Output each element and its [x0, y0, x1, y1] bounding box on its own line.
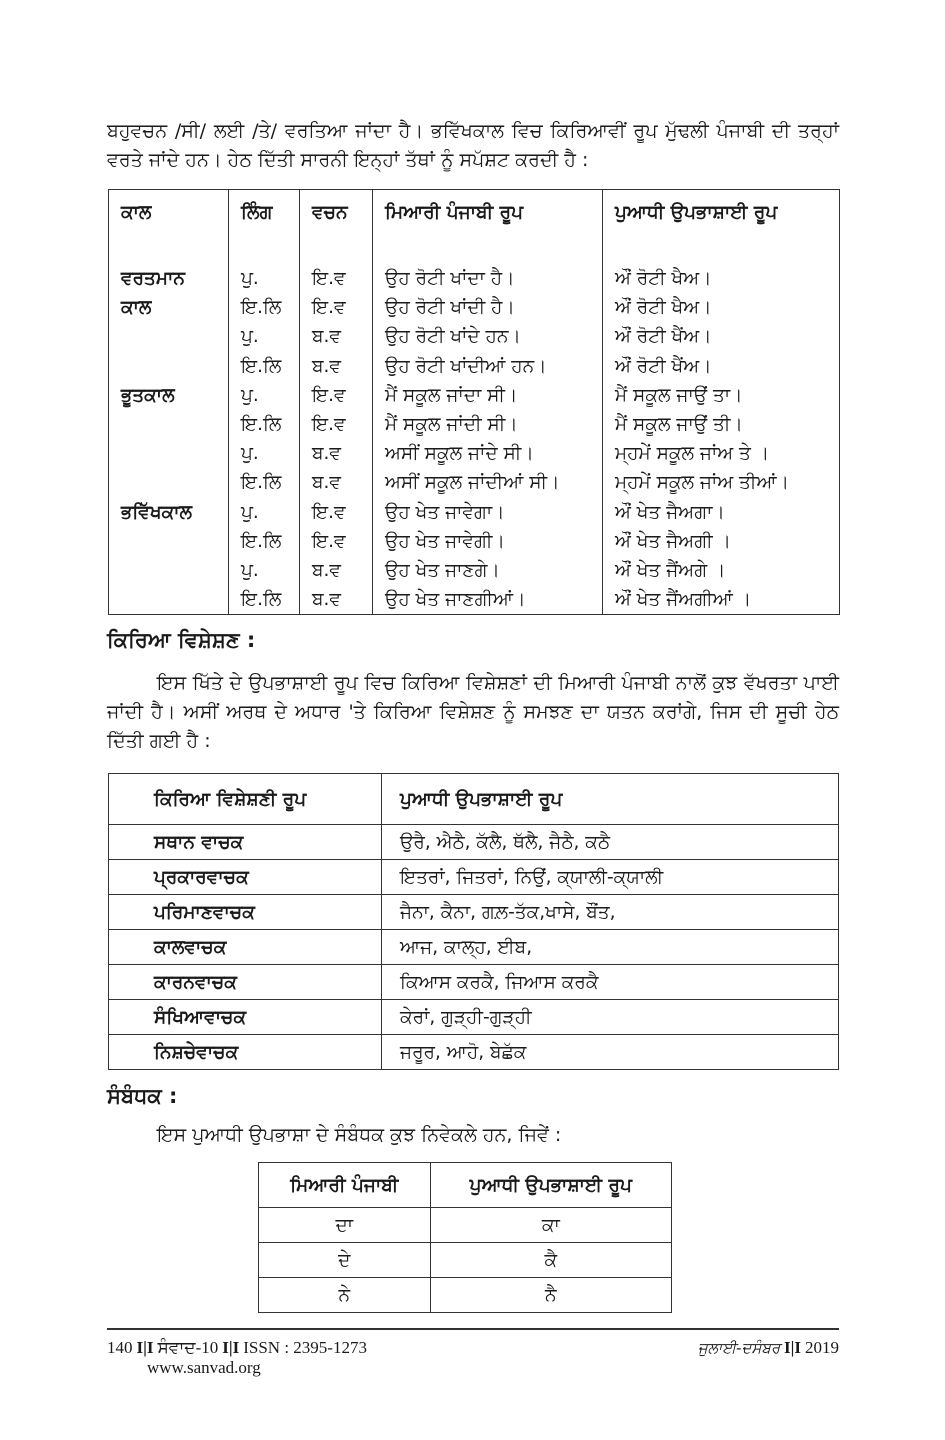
table-cell: ਪੁ. [229, 322, 300, 351]
table-row [109, 322, 840, 351]
table-cell: ਕਾਰਨਵਾਚਕ [109, 965, 382, 1000]
table-cell [109, 439, 229, 468]
table-cell: ਮੈਂ ਸਕੂਲ ਜਾਂਦਾ ਸੀ। [373, 381, 603, 410]
table-cell: ਦੇ [259, 1243, 431, 1278]
table-cell: ਪਰਿਮਾਣਵਾਚਕ [109, 895, 382, 930]
table-cell: ਭੂਤਕਾਲ [109, 381, 229, 410]
publication-year: 2019 [805, 1338, 839, 1357]
table-header-row [109, 190, 840, 251]
header-cell: ਪੁਆਧੀ ਉਪਭਾਸ਼ਾਈ ਰੂਪ [430, 1163, 671, 1208]
table-row [109, 965, 839, 1000]
spacer-cell [109, 250, 229, 264]
table-cell: ਉਹ ਖੇਤ ਜਾਵੇਗੀ। [373, 527, 603, 556]
table-cell: ਇ.ਲਿ [229, 352, 300, 381]
table-row [109, 293, 840, 322]
journal-name: ਸੰਵਾਦ-10 [157, 1338, 219, 1357]
header-cell: ਮਿਆਰੀ ਪੰਜਾਬੀ ਰੂਪ [373, 190, 603, 251]
spacer-cell [229, 250, 300, 264]
verb-forms-table [108, 189, 840, 615]
table-cell: ਕਾਲਵਾਚਕ [109, 930, 382, 965]
table-cell: ਔਂ ਖੇਤ ਜੈਅਗਾ। [603, 498, 840, 527]
table-cell: ਬ.ਵ [300, 468, 373, 497]
table-cell: ਵਰਤਮਾਨ [109, 264, 229, 293]
table-cell: ਔਂ ਖੇਤ ਜੈਂਅਗੀਆਂ । [603, 585, 840, 615]
table-cell: ਬ.ਵ [300, 352, 373, 381]
table-cell: ਕਿਆਸ ਕਰਕੈ, ਜਿਆਸ ਕਰਕੈ [382, 965, 839, 1000]
table-cell: ਦਾ [259, 1208, 431, 1243]
table-row [109, 860, 839, 895]
table-cell [109, 322, 229, 351]
table-row [109, 439, 840, 468]
table-cell [109, 468, 229, 497]
spacer-cell [300, 250, 373, 264]
table-cell: ਇ.ਵ [300, 498, 373, 527]
table-row [109, 556, 840, 585]
relation-paragraph: ਇਸ ਪੁਆਧੀ ਉਪਭਾਸ਼ਾ ਦੇ ਸੰਬੰਧਕ ਕੁਝ ਨਿਵੇਕਲੇ ਹਨ, ਜਿਵੇਂ : [157, 1124, 562, 1146]
table-cell: ਔਂ ਰੋਟੀ ਖੈਅ। [603, 264, 840, 293]
table-cell: ਇ.ਲਿ [229, 293, 300, 322]
header-cell: ਕਾਲ [109, 190, 229, 251]
table-row [109, 1035, 839, 1070]
table-cell: ਮ੍ਹਮੇਂ ਸਕੂਲ ਜਾਂਅ ਤੇ । [603, 439, 840, 468]
table-cell: ਇ.ਵ [300, 264, 373, 293]
adverb-table [108, 773, 839, 1070]
header-cell: ਪੁਆਧੀ ਉਪਭਾਸ਼ਾਈ ਰੂਪ [382, 774, 839, 825]
footer-rule [107, 1328, 839, 1330]
table-cell: ਬ.ਵ [300, 556, 373, 585]
table-cell: ਬ.ਵ [300, 585, 373, 615]
table-header-row [109, 774, 839, 825]
table-cell: ਕੇਰਾਂ, ਗੁੜ੍ਹੀ-ਗੁੜ੍ਹੀ [382, 1000, 839, 1035]
table-cell: ਪੁ. [229, 264, 300, 293]
table-cell: ਅਸੀਂ ਸਕੂਲ ਜਾਂਦੇ ਸੀ। [373, 439, 603, 468]
table-header-row [259, 1163, 672, 1208]
table-cell: ਅਸੀਂ ਸਕੂਲ ਜਾਂਦੀਆਂ ਸੀ। [373, 468, 603, 497]
table-row [109, 585, 840, 615]
spacer-cell [373, 250, 603, 264]
spacer-row [109, 250, 840, 264]
table-row [109, 895, 839, 930]
table-row [109, 381, 840, 410]
table-cell [109, 527, 229, 556]
table-cell: ਬ.ਵ [300, 439, 373, 468]
table-cell: ਔਂ ਖੇਤ ਜੈਂਅਗੇ । [603, 556, 840, 585]
table-cell: ਔਂ ਖੇਤ ਜੈਅਗੀ । [603, 527, 840, 556]
table-cell: ਸਥਾਨ ਵਾਚਕ [109, 825, 382, 860]
table-cell: ਉਹ ਖੇਤ ਜਾਣਗੇ। [373, 556, 603, 585]
table-cell: ਔਂ ਰੋਟੀ ਖੈਂਅ। [603, 352, 840, 381]
table-row [109, 264, 840, 293]
publication-period: ਜੁਲਾਈ-ਦਸੰਬਰ [697, 1339, 781, 1357]
table-cell: ਪੁ. [229, 381, 300, 410]
header-cell: ਮਿਆਰੀ ਪੰਜਾਬੀ [259, 1163, 431, 1208]
table-cell: ਇ.ਵ [300, 527, 373, 556]
table-row [109, 1000, 839, 1035]
table-cell: ਪ੍ਰਕਾਰਵਾਚਕ [109, 860, 382, 895]
table-cell [109, 556, 229, 585]
footer-left [107, 1338, 367, 1378]
table-cell: ਔਂ ਰੋਟੀ ਖੈਂਅ। [603, 322, 840, 351]
table-cell: ਉਹ ਰੋਟੀ ਖਾਂਦੀਆਂ ਹਨ। [373, 352, 603, 381]
table-cell: ਕੈ [430, 1243, 671, 1278]
table-row [109, 498, 840, 527]
table-cell: ਆਜ, ਕਾਲ੍ਹ, ਈਬ, [382, 930, 839, 965]
header-cell: ਪੁਆਧੀ ਉਪਭਾਸ਼ਾਈ ਰੂਪ [603, 190, 840, 251]
table-cell: ਇ.ਲਿ [229, 585, 300, 615]
table-row [109, 527, 840, 556]
spacer-cell [603, 250, 840, 264]
table-cell: ਨਿਸ਼ਚੇਵਾਚਕ [109, 1035, 382, 1070]
website: www.sanvad.org [147, 1358, 261, 1377]
table-cell: ਭਵਿੱਖਕਾਲ [109, 498, 229, 527]
table-cell [109, 352, 229, 381]
header-cell: ਵਚਨ [300, 190, 373, 251]
table-cell: ਮ੍ਹਮੇਂ ਸਕੂਲ ਜਾਂਅ ਤੀਆਂ। [603, 468, 840, 497]
table-row [109, 352, 840, 381]
page-number: 140 [107, 1338, 133, 1357]
table-row [259, 1278, 672, 1313]
header-cell: ਲਿੰਗ [229, 190, 300, 251]
table-cell: ਮੈਂ ਸਕੂਲ ਜਾਉਂ ਤੀ। [603, 410, 840, 439]
footer-separator: I|I [222, 1338, 240, 1357]
table-cell: ਉਹ ਖੇਤ ਜਾਣਗੀਆਂ। [373, 585, 603, 615]
footer-separator: I|I [136, 1338, 154, 1357]
table-cell: ਇ.ਲਿ [229, 527, 300, 556]
table-cell: ਮੈਂ ਸਕੂਲ ਜਾਉਂ ਤਾ। [603, 381, 840, 410]
table-cell: ਇ.ਵ [300, 410, 373, 439]
table-row [109, 468, 840, 497]
table-cell: ਨੈ [430, 1278, 671, 1313]
table-row [109, 825, 839, 860]
table-cell: ਬ.ਵ [300, 322, 373, 351]
table-row [109, 410, 840, 439]
table-cell: ਕਾ [430, 1208, 671, 1243]
table-cell: ਮੈਂ ਸਕੂਲ ਜਾਂਦੀ ਸੀ। [373, 410, 603, 439]
table-cell [109, 410, 229, 439]
table-cell: ਇ.ਲਿ [229, 410, 300, 439]
table-cell: ਜਰੂਰ, ਆਹੋ, ਬੇਛੱਕ [382, 1035, 839, 1070]
table-cell: ਪੁ. [229, 498, 300, 527]
table-cell: ਉਹ ਰੋਟੀ ਖਾਂਦਾ ਹੈ। [373, 264, 603, 293]
table-cell: ਇਤਰਾਂ, ਜਿਤਰਾਂ, ਨਿਉਂ, ਕ੍ਯਾਲੀ-ਕ੍ਯਾਲੀ [382, 860, 839, 895]
header-cell: ਕਿਰਿਆ ਵਿਸ਼ੇਸ਼ਣੀ ਰੂਪ [109, 774, 382, 825]
table-cell: ਜੈਨਾ, ਕੈਨਾ, ਗਲ਼-ਤੱਕ,ਖਾਸੇ, ਬੌਂਤ, [382, 895, 839, 930]
adverb-paragraph: ਇਸ ਖਿੱਤੇ ਦੇ ਉਪਭਾਸ਼ਾਈ ਰੂਪ ਵਿਚ ਕਿਰਿਆ ਵਿਸ਼ੇਸ਼ਣਾਂ ਦੀ ਮਿਆਰੀ ਪੰਜਾਬੀ ਨਾਲੋਂ ਕੁਝ ਵੱਖਰਤਾ ਪਾਈ ਜਾਂਦੀ ਹੈ। ਅਸੀਂ ਅਰਥ ਦੇ ਅਧਾਰ 'ਤੇ ਕਿਰਿਆ ਵਿਸ਼ੇਸ਼ਣ ਨੂੰ ਸਮਝਣ ਦਾ ਯਤਨ ਕਰਾਂਗੇ, ਜਿਸ ਦੀ ਸੂਚੀ ਹੇਠ ਦਿੱਤੀ ਗਈ ਹੈ : [107, 672, 839, 752]
footer-separator: I|I [784, 1338, 801, 1357]
table-cell: ਉਹ ਖੇਤ ਜਾਵੇਗਾ। [373, 498, 603, 527]
issn: ISSN : 2395-1273 [243, 1338, 367, 1357]
table-cell [109, 585, 229, 615]
table-cell: ਇ.ਵ [300, 381, 373, 410]
footer-right [698, 1338, 839, 1358]
table-cell: ਸੰਖਿਆਵਾਚਕ [109, 1000, 382, 1035]
adverb-heading: ਕਿਰਿਆ ਵਿਸ਼ੇਸ਼ਣ : [107, 628, 256, 652]
table-row [109, 930, 839, 965]
table-cell: ਨੇ [259, 1278, 431, 1313]
table-row [259, 1243, 672, 1278]
table-cell: ਇ.ਲਿ [229, 468, 300, 497]
relation-heading: ਸੰਬੰਧਕ : [107, 1084, 178, 1108]
table-cell: ਔਂ ਰੋਟੀ ਖੈਅ। [603, 293, 840, 322]
table-cell: ਪੁ. [229, 556, 300, 585]
table-cell: ਇ.ਵ [300, 293, 373, 322]
intro-paragraph: ਬਹੁਵਚਨ /ਸੀ/ ਲਈ /ਤੇ/ ਵਰਤਿਆ ਜਾਂਦਾ ਹੈ। ਭਵਿੱਖਕਾਲ ਵਿਚ ਕਿਰਿਆਵੀਂ ਰੂਪ ਮੁੱਢਲੀ ਪੰਜਾਬੀ ਦੀ ਤਰ੍ਹਾਂ ਵਰਤੇ ਜਾਂਦੇ ਹਨ। ਹੇਠ ਦਿੱਤੀ ਸਾਰਨੀ ਇਨ੍ਹਾਂ ਤੱਥਾਂ ਨੂੰ ਸਪੱਸ਼ਟ ਕਰਦੀ ਹੈ : [107, 120, 839, 171]
postposition-table [258, 1162, 672, 1313]
table-row [259, 1208, 672, 1243]
table-cell: ਕਾਲ [109, 293, 229, 322]
table-cell: ਉਰੈ, ਐਠੈ, ਕੱਲੈ, ਥੱਲੈ, ਜੈਠੈ, ਕਠੈ [382, 825, 839, 860]
table-cell: ਉਹ ਰੋਟੀ ਖਾਂਦੇ ਹਨ। [373, 322, 603, 351]
table-cell: ਪੁ. [229, 439, 300, 468]
table-cell: ਉਹ ਰੋਟੀ ਖਾਂਦੀ ਹੈ। [373, 293, 603, 322]
